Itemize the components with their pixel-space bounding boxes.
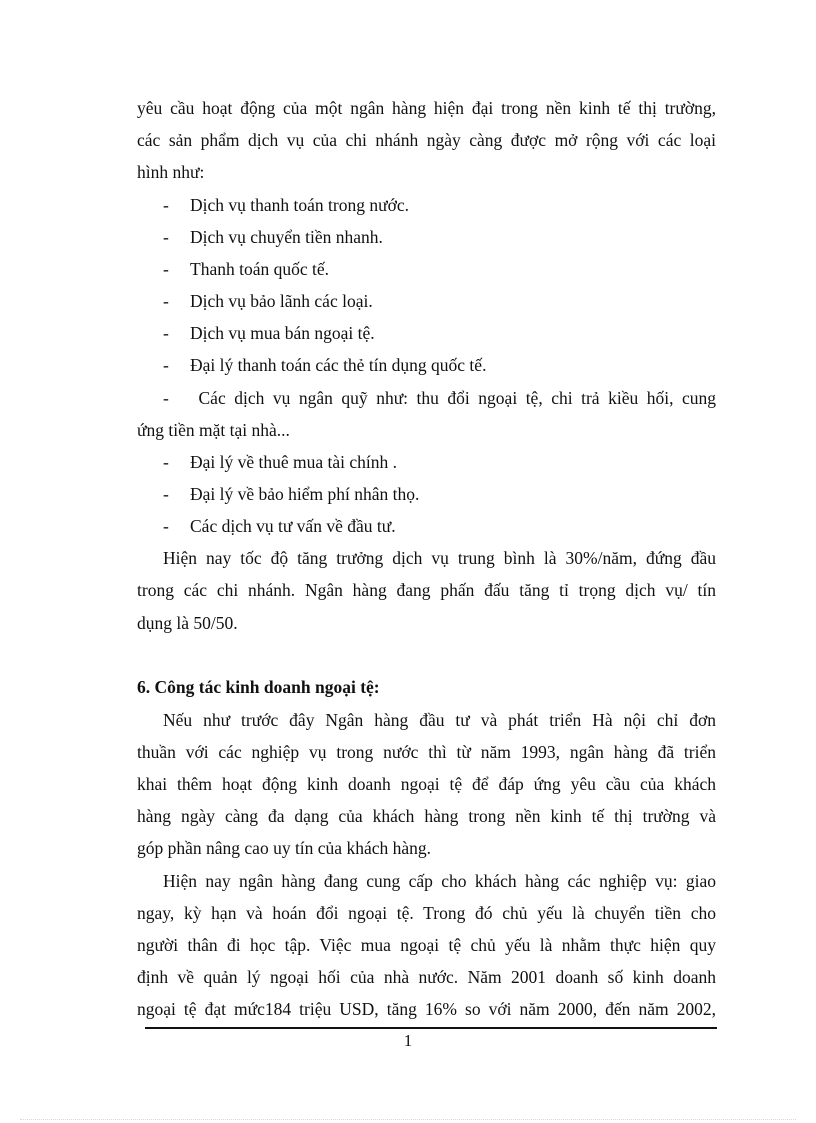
paragraph-line: người thân đi học tập. Việc mua ngoại tệ chủ yếu là nhằm thực hiện quy (137, 935, 716, 955)
paragraph-line: góp phần nâng cao uy tín của khách hàng. (137, 838, 432, 858)
list-item (163, 354, 486, 376)
list-dash: - (163, 259, 169, 279)
paragraph-line: thuần với các nghiệp vụ trong nước thì từ năm 1993, ngân hàng đã triển (137, 742, 716, 762)
footer-rule (145, 1027, 717, 1029)
paragraph-line: trong các chi nhánh. Ngân hàng đang phấn đấu tăng tỉ trọng dịch vụ/ tín (137, 580, 716, 600)
list-item-text: Dịch vụ thanh toán trong nước. (190, 195, 409, 215)
list-item-text: Đại lý về thuê mua tài chính . (190, 452, 398, 472)
list-item-text: Dịch vụ chuyển tiền nhanh. (190, 227, 383, 247)
list-dash: - (163, 291, 169, 311)
paragraph-line: ngoại tệ đạt mức184 triệu USD, tăng 16% so với năm 2000, đến năm 2002, (137, 999, 716, 1019)
list-item (163, 194, 409, 216)
paragraph-line: dụng là 50/50. (137, 613, 238, 633)
list-item (163, 451, 397, 473)
page-number: 1 (403, 1031, 413, 1050)
list-item (163, 387, 716, 409)
paragraph-line: ngay, kỳ hạn và hoán đổi ngoại tệ. Trong đó chủ yếu là chuyển tiền cho (137, 903, 716, 923)
list-item-continuation: ứng tiền mặt tại nhà... (137, 420, 290, 440)
list-dash: - (163, 452, 169, 472)
list-dash: - (163, 388, 169, 408)
paragraph-line: Hiện nay tốc độ tăng trưởng dịch vụ trung bình là 30%/năm, đứng đầu (163, 548, 716, 568)
list-item-text: Dịch vụ mua bán ngoại tệ. (190, 323, 375, 343)
list-item-text: Dịch vụ bảo lãnh các loại. (190, 291, 373, 311)
intro-line: các sản phẩm dịch vụ của chi nhánh ngày càng được mở rộng với các loại (137, 130, 716, 150)
list-item (163, 322, 375, 344)
list-item-text: Đại lý về bảo hiểm phí nhân thọ. (190, 484, 420, 504)
list-item (163, 258, 329, 280)
list-item-text: Đại lý thanh toán các thẻ tín dụng quốc tế. (190, 355, 487, 375)
list-dash: - (163, 516, 169, 536)
paragraph-line: Nếu như trước đây Ngân hàng đầu tư và phát triển Hà nội chỉ đơn (163, 710, 716, 730)
intro-line: yêu cầu hoạt động của một ngân hàng hiện đại trong nền kinh tế thị trường, (137, 98, 716, 118)
list-item-text: Thanh toán quốc tế. (190, 259, 329, 279)
paragraph-line: hàng ngày càng đa dạng của khách hàng trong nền kinh tế thị trường và (137, 806, 716, 826)
list-dash: - (163, 195, 169, 215)
list-item (163, 290, 373, 312)
paragraph-line: khai thêm hoạt động kinh doanh ngoại tệ để đáp ứng yêu cầu của khách (137, 774, 716, 794)
list-dash: - (163, 323, 169, 343)
paragraph-line: Hiện nay ngân hàng đang cung cấp cho khách hàng các nghiệp vụ: giao (163, 871, 716, 891)
section-heading: 6. Công tác kinh doanh ngoại tệ: (137, 677, 380, 697)
list-dash: - (163, 227, 169, 247)
intro-line: hình như: (137, 162, 205, 182)
list-dash: - (163, 484, 169, 504)
list-item (163, 515, 396, 537)
list-item-text: Các dịch vụ ngân quỹ như: thu đổi ngoại tệ, chi trả kiều hối, cung (190, 388, 716, 408)
list-item (163, 483, 419, 505)
list-dash: - (163, 355, 169, 375)
page-bottom-dotted-border (20, 1119, 796, 1120)
list-item (163, 226, 383, 248)
paragraph-line: định về quản lý ngoại hối của nhà nước. Năm 2001 doanh số kinh doanh (137, 967, 716, 987)
list-item-text: Các dịch vụ tư vấn về đầu tư. (190, 516, 396, 536)
